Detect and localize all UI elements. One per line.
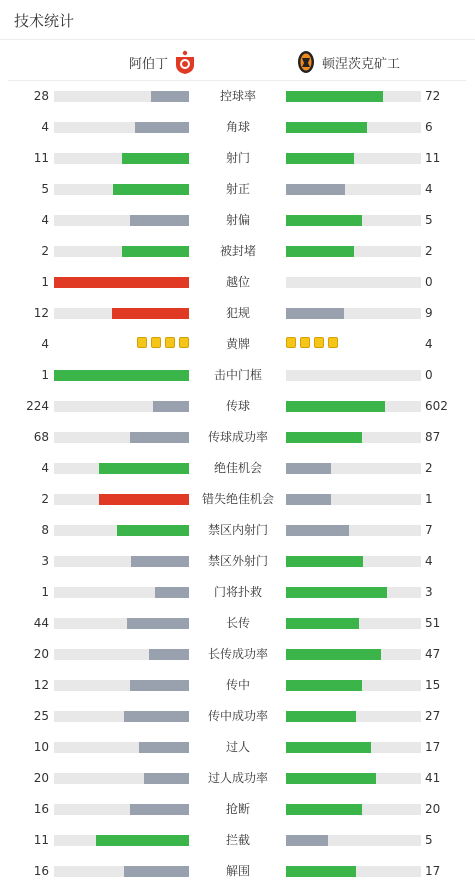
home-value: 16	[33, 864, 49, 878]
stat-row-clearances	[0, 856, 475, 887]
home-stat-bar	[54, 184, 189, 195]
away-stat-bar-fill	[286, 556, 363, 567]
home-value: 11	[33, 833, 49, 847]
home-stat-bar-fill	[124, 711, 189, 722]
stat-label: 抢断	[225, 802, 250, 816]
home-value: 4	[41, 337, 49, 351]
away-stat-bar-fill	[286, 742, 371, 753]
home-stat-bar-fill	[144, 773, 189, 784]
stat-row-shots-inside-box	[0, 515, 475, 546]
away-stat-bar-fill	[286, 308, 344, 319]
home-stat-bar	[54, 556, 189, 567]
away-stat-bar	[286, 91, 421, 102]
away-team-name: 顿涅茨克矿工	[322, 56, 401, 72]
home-stat-bar-fill	[149, 649, 190, 660]
home-stat-bar-fill	[155, 587, 189, 598]
home-value: 224	[26, 399, 49, 413]
away-stat-bar-fill	[286, 463, 331, 474]
away-value: 5	[425, 213, 433, 227]
stat-row-shots-off-target	[0, 205, 475, 236]
home-value: 5	[41, 182, 49, 196]
home-value: 4	[41, 120, 49, 134]
away-value: 1	[425, 492, 433, 506]
stat-label: 门将扑救	[213, 585, 262, 599]
home-stat-bar	[54, 308, 189, 319]
home-stat-bar	[54, 742, 189, 753]
home-stat-bar	[54, 649, 189, 660]
away-value: 15	[425, 678, 441, 692]
away-stat-bar	[286, 773, 421, 784]
home-value: 20	[33, 647, 49, 661]
away-stat-bar	[286, 370, 421, 381]
home-value: 1	[41, 368, 49, 382]
stat-label: 禁区外射门	[207, 554, 268, 568]
home-stat-bar-fill	[122, 246, 190, 257]
away-stat-bar-fill	[286, 91, 383, 102]
stat-label: 射门	[225, 151, 250, 165]
home-stat-bar-fill	[153, 401, 189, 412]
stat-label: 长传	[225, 616, 250, 630]
away-value: 20	[425, 802, 441, 816]
home-value: 28	[33, 89, 49, 103]
home-stat-bar-fill	[117, 525, 189, 536]
stat-row-possession	[0, 81, 475, 112]
home-stat-bar-fill	[122, 153, 190, 164]
home-stat-bar	[54, 277, 189, 288]
yellow-card-icon	[286, 337, 296, 348]
home-stat-bar-fill	[139, 742, 189, 753]
away-value: 2	[425, 461, 433, 475]
home-stat-bar-fill	[124, 866, 189, 877]
home-stat-bar	[54, 463, 189, 474]
away-stat-bar	[286, 742, 421, 753]
stat-row-tackles	[0, 794, 475, 825]
away-stat-bar-fill	[286, 711, 356, 722]
stat-row-shots-blocked	[0, 236, 475, 267]
home-stat-bar-fill	[112, 308, 189, 319]
away-stat-bar	[286, 525, 421, 536]
home-stat-bar	[54, 587, 189, 598]
stat-label: 过人	[225, 740, 250, 754]
stat-row-pass-accuracy	[0, 422, 475, 453]
away-stat-bar-fill	[286, 618, 359, 629]
away-stat-bar	[286, 153, 421, 164]
stat-row-shots-outside-box	[0, 546, 475, 577]
stat-label: 越位	[225, 275, 250, 289]
stat-label: 解围	[225, 864, 250, 878]
away-value: 3	[425, 585, 433, 599]
home-stat-bar-fill	[130, 680, 189, 691]
home-stat-bar	[54, 401, 189, 412]
home-stat-bar	[54, 494, 189, 505]
home-team[interactable]	[129, 51, 196, 73]
stat-label: 长传成功率	[207, 647, 268, 661]
home-stat-bar	[54, 711, 189, 722]
stat-row-shots-on-target	[0, 174, 475, 205]
stat-label: 被封堵	[219, 244, 256, 258]
home-stat-bar	[54, 804, 189, 815]
stat-label: 绝佳机会	[213, 461, 262, 475]
yellow-card-icon	[179, 337, 189, 348]
home-value: 25	[33, 709, 49, 723]
stat-row-interceptions	[0, 825, 475, 856]
home-stat-bar-fill	[54, 370, 189, 381]
away-stat-bar	[286, 432, 421, 443]
away-value: 87	[425, 430, 441, 444]
yellow-card-icon	[165, 337, 175, 348]
home-stat-bar-fill	[130, 215, 189, 226]
home-value: 3	[41, 554, 49, 568]
home-value: 1	[41, 585, 49, 599]
away-stat-bar-fill	[286, 804, 362, 815]
home-stat-bar-fill	[135, 122, 189, 133]
away-value: 4	[425, 337, 433, 351]
shakhtar-crest-icon	[295, 49, 317, 75]
away-stat-bar-fill	[286, 525, 349, 536]
stat-label: 黄牌	[225, 337, 250, 351]
home-value: 11	[33, 151, 49, 165]
away-stat-bar	[286, 308, 421, 319]
home-value: 4	[41, 213, 49, 227]
home-value: 10	[33, 740, 49, 754]
home-value: 2	[41, 492, 49, 506]
home-value: 68	[33, 430, 49, 444]
away-value: 4	[425, 182, 433, 196]
away-stat-bar	[286, 835, 421, 846]
away-stat-bar-fill	[286, 401, 385, 412]
away-stat-bar	[286, 277, 421, 288]
home-stat-bar	[54, 680, 189, 691]
teams-bar	[8, 41, 466, 81]
stat-label: 错失绝佳机会	[201, 492, 274, 506]
home-stat-bar	[54, 246, 189, 257]
away-stat-bar-fill	[286, 680, 362, 691]
away-stat-bar-fill	[286, 587, 387, 598]
stat-label: 过人成功率	[207, 771, 268, 785]
home-stat-bar-fill	[151, 91, 189, 102]
home-value: 2	[41, 244, 49, 258]
home-stat-bar	[54, 525, 189, 536]
away-stat-bar-fill	[286, 866, 356, 877]
stat-label: 控球率	[219, 89, 256, 103]
stat-label: 射偏	[225, 213, 250, 227]
away-value: 7	[425, 523, 433, 537]
away-stat-bar	[286, 556, 421, 567]
stat-label: 禁区内射门	[207, 523, 268, 537]
home-value: 16	[33, 802, 49, 816]
away-stat-bar	[286, 649, 421, 660]
stat-label: 犯规	[225, 306, 250, 320]
away-value: 27	[425, 709, 441, 723]
home-stat-bar-fill	[127, 618, 189, 629]
away-value: 72	[425, 89, 441, 103]
away-stat-bar-fill	[286, 122, 367, 133]
away-stat-bar	[286, 215, 421, 226]
away-stat-bar	[286, 804, 421, 815]
stat-row-hit-woodwork	[0, 360, 475, 391]
away-value: 11	[425, 151, 441, 165]
away-value: 17	[425, 740, 441, 754]
home-value: 12	[33, 306, 49, 320]
yellow-card-icon	[151, 337, 161, 348]
away-stat-bar-fill	[286, 153, 354, 164]
stat-label: 传球	[225, 399, 250, 413]
away-stat-bar-fill	[286, 649, 381, 660]
away-stat-bar-fill	[286, 215, 362, 226]
away-value: 41	[425, 771, 441, 785]
stat-row-shots	[0, 143, 475, 174]
home-stat-bar-fill	[130, 432, 189, 443]
stat-label: 拦截	[225, 833, 250, 847]
stat-label: 传中	[225, 678, 250, 692]
stat-label: 传中成功率	[207, 709, 268, 723]
stat-row-passes	[0, 391, 475, 422]
away-value: 47	[425, 647, 441, 661]
stat-label: 角球	[225, 120, 250, 134]
away-value: 2	[425, 244, 433, 258]
home-team-name: 阿伯丁	[128, 56, 168, 72]
stat-row-fouls	[0, 298, 475, 329]
stats-list	[0, 81, 475, 887]
stat-label: 击中门框	[213, 368, 262, 382]
away-yellow-cards	[286, 337, 342, 350]
away-stat-bar	[286, 866, 421, 877]
home-stat-bar	[54, 122, 189, 133]
stat-row-goalkeeper-saves	[0, 577, 475, 608]
away-stat-bar	[286, 246, 421, 257]
away-value: 5	[425, 833, 433, 847]
stat-row-yellow-cards	[0, 329, 475, 360]
home-stat-bar-fill	[99, 463, 189, 474]
home-stat-bar-fill	[54, 277, 189, 288]
yellow-card-icon	[300, 337, 310, 348]
page-title: 技术统计	[14, 12, 75, 30]
away-value: 0	[425, 275, 433, 289]
away-stat-bar	[286, 618, 421, 629]
stat-label: 射正	[225, 182, 250, 196]
home-stat-bar-fill	[113, 184, 189, 195]
stat-row-big-chances-missed	[0, 484, 475, 515]
away-value: 51	[425, 616, 441, 630]
home-stat-bar	[54, 866, 189, 877]
away-value: 9	[425, 306, 433, 320]
stat-row-corners	[0, 112, 475, 143]
home-value: 4	[41, 461, 49, 475]
yellow-card-icon	[328, 337, 338, 348]
home-stat-bar	[54, 773, 189, 784]
home-value: 44	[33, 616, 49, 630]
home-stat-bar-fill	[99, 494, 189, 505]
away-value: 4	[425, 554, 433, 568]
stat-row-cross-accuracy	[0, 701, 475, 732]
home-stat-bar	[54, 153, 189, 164]
stat-label: 传球成功率	[207, 430, 268, 444]
away-value: 602	[425, 399, 448, 413]
yellow-card-icon	[314, 337, 324, 348]
away-stat-bar	[286, 122, 421, 133]
home-stat-bar-fill	[131, 556, 189, 567]
aberdeen-crest-icon	[174, 49, 196, 75]
stat-row-offsides	[0, 267, 475, 298]
stat-row-big-chances	[0, 453, 475, 484]
away-stat-bar-fill	[286, 494, 331, 505]
away-stat-bar	[286, 494, 421, 505]
away-stat-bar	[286, 463, 421, 474]
home-stat-bar	[54, 215, 189, 226]
home-stat-bar-fill	[96, 835, 189, 846]
home-stat-bar	[54, 618, 189, 629]
away-stat-bar-fill	[286, 835, 328, 846]
stats-header	[0, 0, 475, 40]
home-stat-bar	[54, 91, 189, 102]
stat-row-dribble-success	[0, 763, 475, 794]
home-stat-bar-fill	[130, 804, 189, 815]
away-stat-bar-fill	[286, 432, 362, 443]
home-yellow-cards	[133, 337, 189, 350]
away-stat-bar	[286, 711, 421, 722]
away-value: 0	[425, 368, 433, 382]
stat-row-long-balls	[0, 608, 475, 639]
away-stat-bar-fill	[286, 246, 354, 257]
home-value: 12	[33, 678, 49, 692]
home-value: 20	[33, 771, 49, 785]
away-value: 17	[425, 864, 441, 878]
away-value: 6	[425, 120, 433, 134]
away-stat-bar-fill	[286, 184, 345, 195]
away-stat-bar	[286, 184, 421, 195]
stat-row-crosses	[0, 670, 475, 701]
home-stat-bar	[54, 432, 189, 443]
home-stat-bar	[54, 835, 189, 846]
stat-row-long-ball-accuracy	[0, 639, 475, 670]
away-stat-bar	[286, 587, 421, 598]
home-stat-bar	[54, 370, 189, 381]
away-stat-bar	[286, 401, 421, 412]
home-value: 8	[41, 523, 49, 537]
home-value: 1	[41, 275, 49, 289]
stat-row-dribbles	[0, 732, 475, 763]
yellow-card-icon	[137, 337, 147, 348]
away-stat-bar	[286, 680, 421, 691]
away-stat-bar-fill	[286, 773, 376, 784]
away-team[interactable]	[295, 51, 400, 73]
